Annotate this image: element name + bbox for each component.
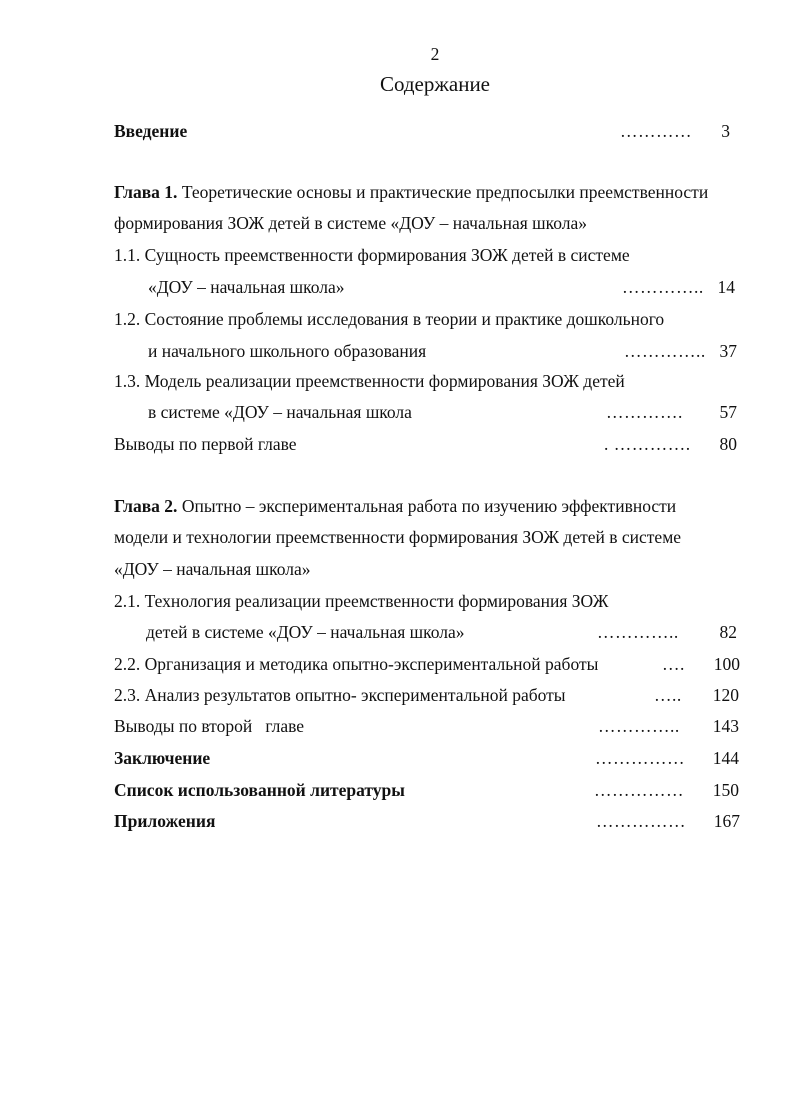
entry-page: 143 [712,716,739,736]
entry-label: Заключение [114,748,211,768]
entry-line-1: 2.1. Технология реализации преемственности формирования ЗОЖ [114,591,609,611]
entry-dots: …. [662,654,685,674]
entry-page: 3 [721,121,730,141]
entry-dots: ………….. [597,622,679,642]
entry-dots: …………… [596,811,686,831]
entry-label: Выводы по первой главе [114,434,297,454]
entry-page: 37 [719,341,737,361]
entry-dots: ………….. [622,277,704,297]
entry-dots: ………… [620,121,692,141]
entry-line-1: 2.3. Анализ результатов опытно- экспериментальной работы [114,685,566,705]
entry-page: 120 [712,685,739,705]
entry-label: Выводы по второй главе [114,716,305,736]
entry-page: 82 [719,622,737,642]
chapter-1-prefix: Глава 1. [114,182,178,202]
entry-label: Список использованной литературы [114,780,405,800]
entry-page: 57 [719,402,737,422]
entry-line-1: 1.2. Состояние проблемы исследования в теории и практике дошкольного [114,309,665,329]
entry-dots: …………. [606,402,683,422]
entry-page: 150 [712,780,739,800]
entry-dots: …………… [595,748,685,768]
entry-line-1: 1.1. Сущность преемственности формирования ЗОЖ детей в системе [114,245,630,265]
entry-page: 100 [713,654,740,674]
entry-dots: ………….. [598,716,680,736]
entry-line-2: в системе «ДОУ – начальная школа [148,402,412,422]
chapter-1-title: Теоретические основы и практические предпосылки преемственности [181,182,709,202]
page-number: 2 [430,44,440,64]
chapter-2-title-line-1 [114,496,676,517]
entry-dots: . …………. [604,434,691,454]
chapter-2-title-line-3: «ДОУ – начальная школа» [114,559,311,579]
entry-line-1: 1.3. Модель реализации преемственности формирования ЗОЖ детей [114,371,625,391]
entry-page: 80 [719,434,737,454]
entry-label: Приложения [114,811,216,831]
entry-dots: …………… [594,780,684,800]
chapter-2-prefix: Глава 2. [114,496,178,516]
entry-dots: ………….. [624,341,706,361]
entry-label: Введение [114,121,188,141]
entry-dots: ….. [654,685,682,705]
entry-line-2: детей в системе «ДОУ – начальная школа» [146,622,465,642]
chapter-1-title-line-2: формирования ЗОЖ детей в системе «ДОУ – начальная школа» [114,213,588,233]
chapter-1-title-line-1 [114,182,708,203]
chapter-2-title: Опытно – экспериментальная работа по изучению эффективности [181,496,677,516]
entry-page: 167 [713,811,740,831]
page-title: Содержание [379,72,491,96]
entry-page: 144 [712,748,739,768]
entry-line-2: «ДОУ – начальная школа» [148,277,345,297]
chapter-2-title-line-2: модели и технологии преемственности формирования ЗОЖ детей в системе [114,527,682,547]
entry-page: 14 [717,277,735,297]
entry-line-1: 2.2. Организация и методика опытно-экспериментальной работы [114,654,599,674]
entry-line-2: и начального школьного образования [148,341,427,361]
